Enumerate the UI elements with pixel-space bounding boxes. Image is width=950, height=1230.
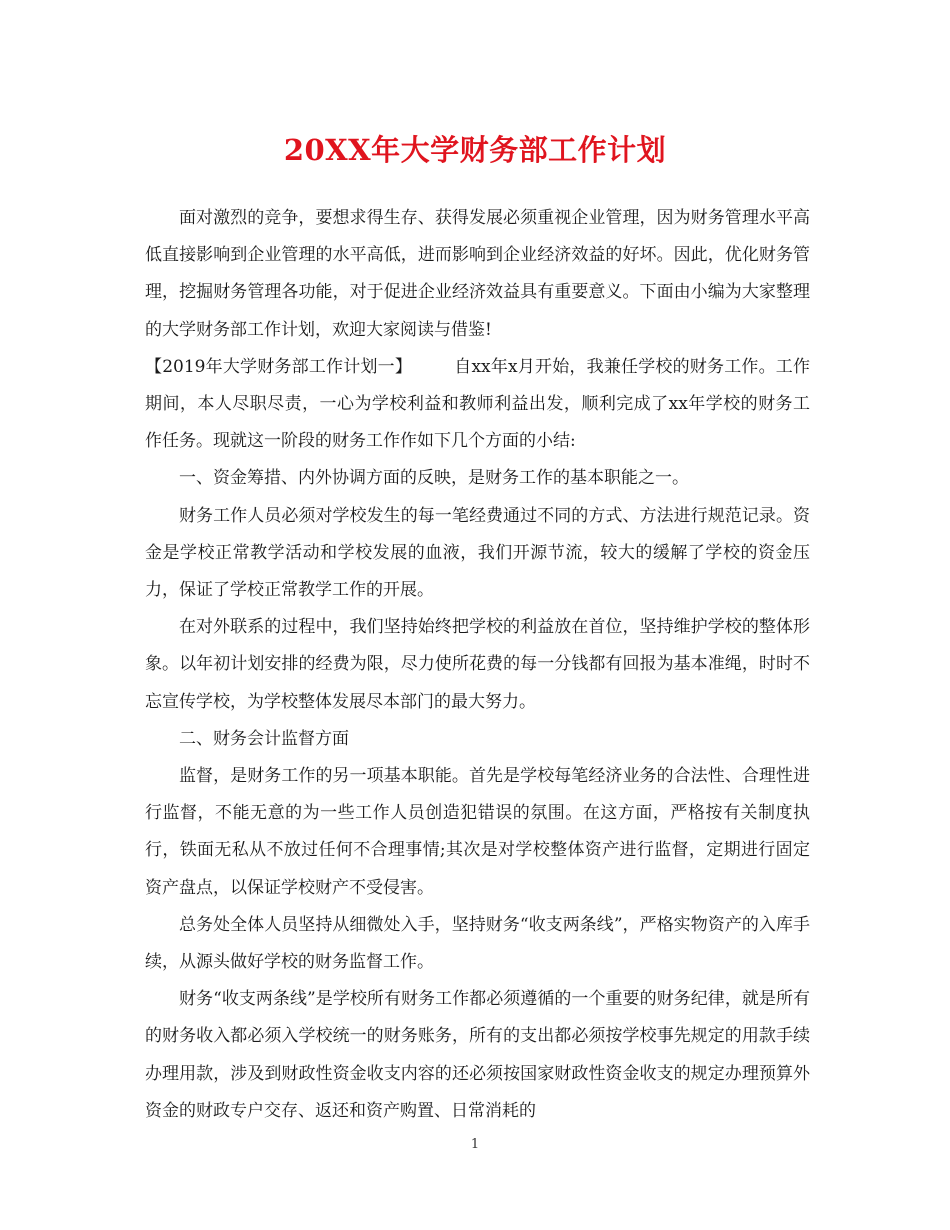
plan-one-heading: 【2019年大学财务部工作计划一】: [145, 356, 413, 377]
page-number: 1: [470, 1137, 480, 1152]
paragraph-general-affairs: 总务处全体人员坚持从细微处入手，坚持财务“收支两条线”，严格实物资产的入库手续，从源头做好学校的财务监督工作。: [145, 914, 810, 973]
document-body: [145, 200, 810, 1130]
intro-paragraph: 面对激烈的竞争，要想求得生存、获得发展必须重视企业管理，因为财务管理水平高低直接影响到企业管理的水平高低，进而影响到企业经济效益的好坏。因此，优化财务管理，挖掘财务管理各功能，对于促进企业经济效益具有重要意义。下面由小编为大家整理的大学财务部工作计划，欢迎大家阅读与借鉴!: [145, 208, 810, 340]
document-title: 20XX年大学财务部工作计划: [283, 133, 667, 167]
section-heading-1: 一、资金筹措、内外协调方面的反映，是财务工作的基本职能之一。: [179, 468, 689, 489]
plan-one-paragraph: [145, 349, 810, 461]
paragraph-two-lines: 财务“收支两条线”是学校所有财务工作都必须遵循的一个重要的财务纪律，就是所有的财务收入都必须入学校统一的财务账务，所有的支出都必须按学校事先规定的用款手续办理用款，涉及到财政性资金收支内容的还必须按国家财政性资金收支的规定办理预算外资金的财政专户交存、返还和资产购置、日常消耗的: [145, 989, 810, 1121]
section-heading-2: 二、财务会计监督方面: [179, 728, 349, 749]
plan-one-text: 自xx年x月开始，我兼任学校的财务工作。工作期间，本人尽职尽责，一心为学校利益和教师利益出发，顺利完成了xx年学校的财务工作任务。现就这一阶段的财务工作作如下几个方面的小结:: [145, 356, 811, 452]
paragraph-supervision: 监督，是财务工作的另一项基本职能。首先是学校每笔经济业务的合法性、合理性进行监督，不能无意的为一些工作人员创造犯错误的氛围。在这方面，严格按有关制度执行，铁面无私从不放过任何不合理事情;其次是对学校整体资产进行监督，定期进行固定资产盘点，以保证学校财产不受侵害。: [145, 766, 810, 898]
paragraph-external-relations: 在对外联系的过程中，我们坚持始终把学校的利益放在首位，坚持维护学校的整体形象。以年初计划安排的经费为限，尽力使所花费的每一分钱都有回报为基本准绳，时时不忘宣传学校，为学校整体发展尽本部门的最大努力。: [145, 617, 810, 712]
paragraph-fund-records: 财务工作人员必须对学校发生的每一笔经费通过不同的方式、方法进行规范记录。资金是学校正常教学活动和学校发展的血液，我们开源节流，较大的缓解了学校的资金压力，保证了学校正常教学工作的开展。: [145, 505, 810, 601]
